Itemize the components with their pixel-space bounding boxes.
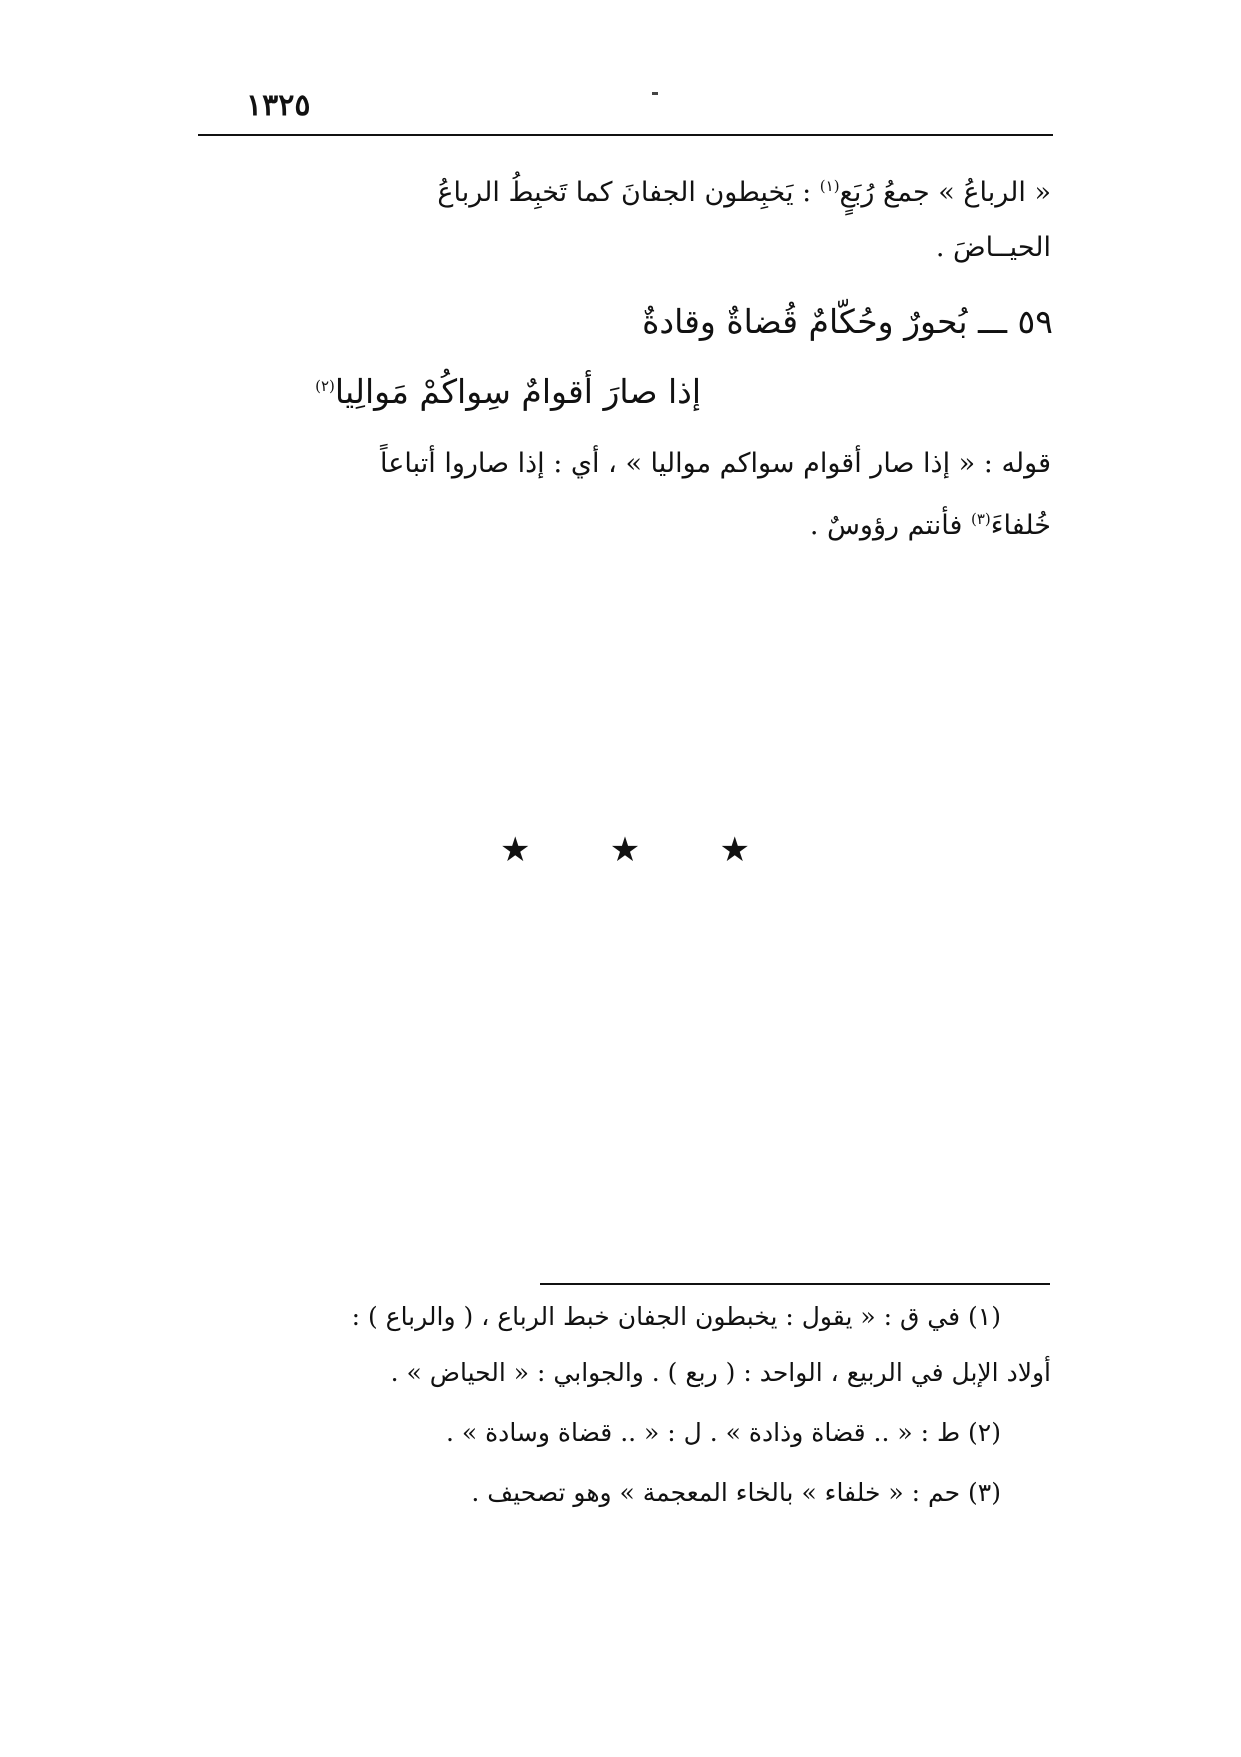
footnote-ref-3: (٣) bbox=[971, 510, 991, 528]
verse-line-1: ٥٩ ـــ بُحورٌ وحُكّامٌ قُضاةٌ وقادةٌ bbox=[642, 302, 1053, 341]
footnote-ref-2: (٢) bbox=[315, 377, 335, 395]
commentary-line-1: قوله : « إذا صار أقوام سواكم مواليا » ، أي : إذا صاروا أتباعاً bbox=[380, 448, 1051, 479]
body-line-1-text: « الرباعُ » جمعُ رُبَعٍ bbox=[839, 177, 1051, 208]
footnote-rule bbox=[540, 1283, 1050, 1285]
page-number: ١٣٢٥ bbox=[246, 88, 311, 123]
body-line-1 bbox=[437, 177, 1051, 208]
commentary-line-2-a: خُلفاءَ bbox=[990, 510, 1051, 541]
star-icon: ★ bbox=[609, 830, 641, 870]
footnote-3: (٣) حم : « خلفاء » بالخاء المعجمة » وهو تصحيف . bbox=[471, 1478, 1001, 1507]
footnote-1-line-2: أولاد الإبل في الربيع ، الواحد : ( ربع ) . والجوابي : « الحياض » . bbox=[390, 1358, 1051, 1387]
verse-line-2-text: إذا صارَ أقوامٌ سِواكُمْ مَوالِيا bbox=[334, 372, 701, 411]
header-rule bbox=[198, 134, 1053, 136]
footnote-2: (٢) ط : « .. قضاة وذادة » . ل : « .. قضاة وسادة » . bbox=[445, 1418, 1001, 1447]
body-line-1-rest: : يَخبِطون الجفانَ كما تَخبِطُ الرباعُ bbox=[437, 177, 812, 208]
footnote-1-line-1: (١) في ق : « يقول : يخبطون الجفان خبط الرباع ، ( والرباع ) : bbox=[351, 1302, 1001, 1331]
star-icon: ★ bbox=[500, 830, 531, 870]
footnote-ref-1: (١) bbox=[819, 177, 840, 195]
section-separator bbox=[500, 830, 750, 870]
star-icon: ★ bbox=[719, 830, 750, 870]
header-mark bbox=[652, 92, 658, 95]
verse-line-2 bbox=[315, 372, 701, 411]
body-line-2: الحيــاضَ . bbox=[935, 232, 1051, 263]
commentary-line-2 bbox=[810, 510, 1051, 541]
commentary-line-2-b: فأنتم رؤوسٌ . bbox=[809, 510, 963, 541]
